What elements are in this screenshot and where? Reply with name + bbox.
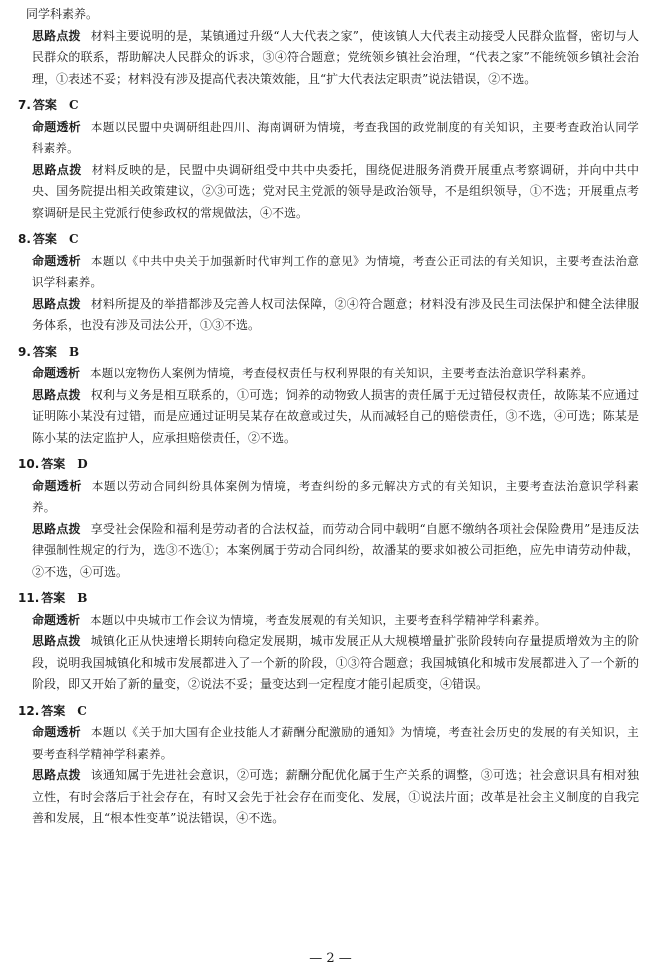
question-9-hint: [26, 385, 639, 450]
hint-text: 材料所提及的举措都涉及完善人权司法保障，②④符合题意；材料没有涉及民生司法保护和健全法律服务体系，也没有涉及司法公开，①③不选。: [32, 296, 639, 332]
analysis-label: 命题透析: [32, 253, 81, 268]
question-number: 8.: [18, 232, 31, 246]
analysis-label: 命题透析: [32, 612, 81, 627]
hint-label: 思路点拨: [32, 634, 81, 648]
page-content: [18, 4, 639, 830]
hint-text: 权利与义务是相互联系的，①可选；饲养的动物致人损害的责任属于无过错侵权责任，故陈某不应通过证明陈小某没有过错，而是应通过证明吴某存在故意或过失，从而减轻自己的赔偿责任，③不选，④可选；陈某是陈小某的法定监护人，应承担赔偿责任，②不选。: [32, 387, 639, 445]
intro-continuation-text: 同学科素养。: [26, 7, 99, 21]
answer-value: C: [68, 98, 79, 112]
hint-label: 思路点拨: [32, 296, 81, 311]
question-10-answer: [18, 454, 639, 476]
page-number: — 2 —: [309, 951, 352, 966]
answer-label: 答案: [41, 591, 66, 605]
question-number: 10.: [18, 457, 40, 471]
analysis-label: 命题透析: [32, 478, 82, 493]
question-number: 12.: [18, 703, 40, 718]
hint-label: 思路点拨: [32, 521, 81, 536]
question-number: 9.: [18, 344, 31, 359]
answer-label: 答案: [41, 703, 66, 718]
question-number: 11.: [18, 591, 40, 605]
hint-text: 享受社会保险和福利是劳动者的合法权益，而劳动合同中载明“自愿不缴纳各项社会保险费用”是违反法律强制性规定的行为，选③不选①；本案例属于劳动合同纠纷，故潘某的要求如被公司拒绝，应先申请劳动仲裁，②不选，④可选。: [32, 521, 639, 579]
analysis-text: 本题以《关于加大国有企业技能人才薪酬分配激励的通知》为情境，考查社会历史的发展的有关知识，主要考查科学精神学科素养。: [32, 725, 639, 761]
answer-value: B: [68, 344, 80, 359]
analysis-text: 本题以《中共中央关于加强新时代审判工作的意见》为情境，考查公正司法的有关知识，主要考查法治意识学科素养。: [32, 253, 639, 289]
analysis-label: 命题透析: [32, 366, 81, 380]
question-12-answer: [18, 701, 639, 723]
analysis-text: 本题以民盟中央调研组赴四川、海南调研为情境，考查我国的政党制度的有关知识，主要考查政治认同学科素养。: [32, 119, 639, 155]
intro-continuation: [20, 4, 639, 26]
question-8-hint: [26, 294, 639, 337]
answer-label: 答案: [32, 232, 57, 246]
hint-text: 材料主要说明的是，某镇通过升级“人大代表之家”，使该镇人大代表主动接受人民群众监督，密切与人民群众的联系，帮助解决人民群众的诉求，③④符合题意；党统领乡镇社会治理，“代表之家”不能统领乡镇社会治理，①表述不妥；材料没有涉及提高代表决策效能，且“扩大代表法定职责”说法错误，②不选。: [32, 28, 639, 86]
analysis-text: 本题以中央城市工作会议为情境，考查发展观的有关知识，主要考查科学精神学科素养。: [90, 612, 547, 627]
question-8-analysis: [26, 251, 639, 294]
analysis-text: 本题以劳动合同纠纷具体案例为情境，考查纠纷的多元解决方式的有关知识，主要考查法治意识学科素养。: [32, 478, 639, 514]
question-number: 7.: [18, 98, 31, 112]
intro-hint: [26, 26, 639, 91]
question-11-analysis: [26, 610, 639, 632]
question-12-hint: [26, 765, 639, 830]
hint-label: 思路点拨: [32, 162, 82, 177]
analysis-label: 命题透析: [32, 119, 81, 134]
hint-text: 该通知属于先进社会意识，②可选；薪酬分配优化属于生产关系的调整，③可选；社会意识具有相对独立性，有时会落后于社会存在，有时又会先于社会存在而变化、发展，①说法片面；改革是社会主义制度的自我完善和发展，且“根本性变革”说法错误，④不选。: [32, 768, 639, 825]
analysis-text: 本题以宠物伤人案例为情境，考查侵权责任与权利界限的有关知识，主要考查法治意识学科素养。: [90, 366, 594, 380]
hint-label: 思路点拨: [32, 768, 81, 782]
question-7-hint: [26, 160, 639, 225]
answer-value: B: [77, 591, 88, 605]
answer-value: C: [68, 232, 79, 246]
question-9-answer: [18, 342, 639, 364]
hint-label: 思路点拨: [32, 387, 81, 402]
answer-label: 答案: [41, 457, 66, 471]
hint-label: 思路点拨: [32, 28, 81, 43]
question-11-answer: [18, 588, 639, 610]
hint-text: 材料反映的是，民盟中央调研组受中共中央委托，围绕促进服务消费开展重点考察调研，并向中共中央、国务院提出相关政策建议，②③可选；党对民主党派的领导是政治领导，不是组织领导，①不选；开展重点考察调研是民主党派行使参政权的常规做法，④不选。: [32, 162, 639, 220]
answer-label: 答案: [32, 344, 57, 359]
question-8-answer: [18, 229, 639, 251]
question-10-hint: [26, 519, 639, 584]
question-10-analysis: [26, 476, 639, 519]
question-9-analysis: [26, 363, 639, 385]
question-11-hint: [26, 631, 639, 696]
question-12-analysis: [26, 722, 639, 765]
hint-text: 城镇化正从快速增长期转向稳定发展期，城市发展正从大规模增量扩张阶段转向存量提质增效为主的阶段，说明我国城镇化和城市发展都进入了一个新的阶段，①③符合题意；我国城镇化和城市发展都进入了一个新的阶段，即又开始了新的量变，②说法不妥；量变达到一定程度才能引起质变，④错误。: [32, 634, 639, 691]
answer-value: D: [77, 457, 88, 471]
question-7-answer: [18, 95, 639, 117]
analysis-label: 命题透析: [32, 725, 81, 739]
answer-label: 答案: [32, 98, 57, 112]
question-7-analysis: [26, 117, 639, 160]
answer-value: C: [77, 703, 87, 718]
